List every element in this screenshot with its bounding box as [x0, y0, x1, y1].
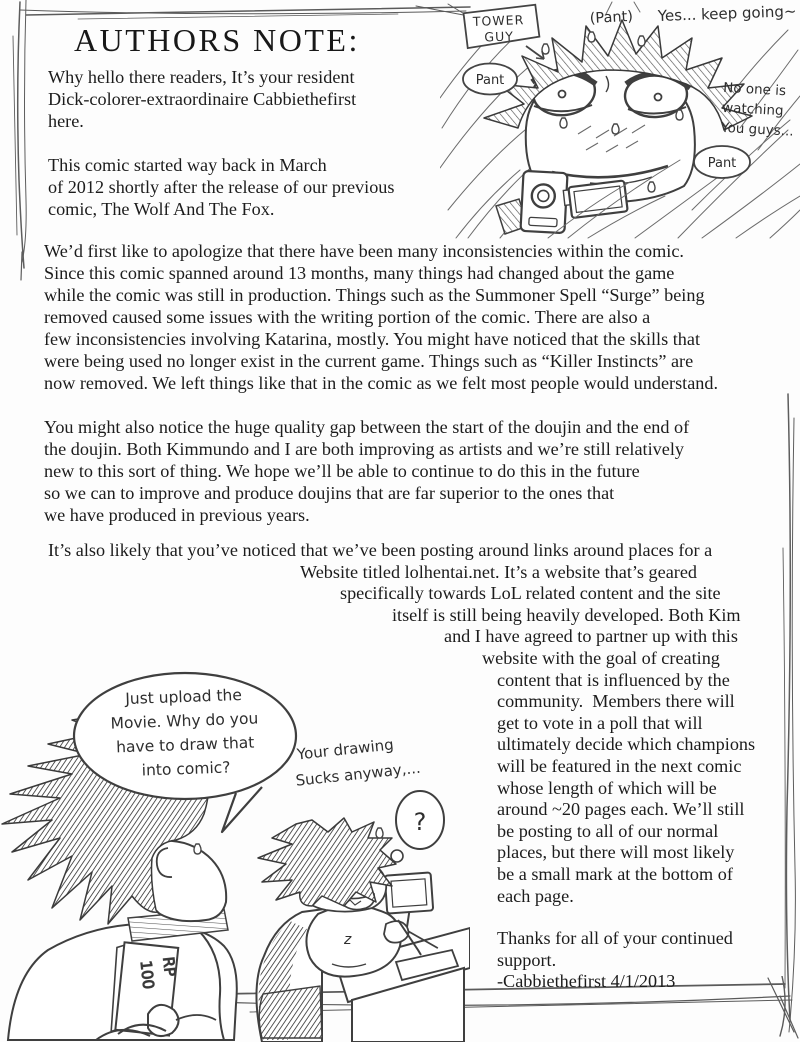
shorts [259, 986, 322, 1038]
artists-illustration [0, 662, 470, 1042]
text-line: Website titled lolhentai.net. It’s a website that’s geared [300, 561, 698, 582]
text-line: few inconsistencies involving Katarina, mostly. You might have noticed that the skills that [44, 329, 700, 349]
text-line: will be featured in the next comic [497, 755, 742, 776]
text-line: It’s also likely that you’ve noticed that we’ve been posting around links around places for a [48, 540, 713, 560]
drawing-sucks-caption [292, 733, 421, 790]
right-border-sketch [776, 388, 800, 1042]
text-line: the doujin. Both Kimmundo and I are both improving as artists and we’re still relatively [44, 439, 684, 459]
text-line: we have produced in previous years. [44, 505, 310, 525]
pant-caption-top: (Pant) [589, 8, 634, 27]
paragraph-1 [48, 66, 356, 132]
tower-guy-label-box [463, 5, 539, 49]
sleep-z: z [344, 932, 352, 948]
text-line: You might also notice the huge quality gap between the start of the doujin and the end of [44, 417, 690, 437]
text-line: around ~20 pages each. We’ll still [497, 799, 745, 820]
text-line: support. [497, 949, 557, 970]
svg-text:have to draw that: have to draw that [115, 733, 255, 757]
artist-big-head [150, 841, 226, 922]
paragraph-3 [44, 240, 718, 394]
svg-text:No one is: No one is [722, 79, 787, 100]
question-bubble-text: ? [413, 808, 427, 836]
text-line: Thanks for all of your continued [497, 928, 733, 948]
tower-guy-illustration [440, 0, 800, 240]
text-line: here. [48, 111, 84, 131]
pant-bubble-left-text: Pant [475, 73, 505, 88]
text-line: This comic started way back in March [48, 155, 327, 175]
text-line: We’d first like to apologize that there have been many inconsistencies within the comic. [44, 241, 684, 261]
paragraph-2 [48, 154, 394, 220]
tower-guy-label-line1: TOWER [472, 12, 525, 29]
text-line: get to vote in a poll that will [497, 712, 703, 733]
text-line: website with the goal of creating [482, 647, 720, 668]
svg-text:into comic?: into comic? [141, 758, 231, 780]
no-one-watching-caption [720, 80, 796, 140]
text-line: community. Members there will [497, 691, 735, 712]
text-line: whose length of which will be [497, 777, 717, 798]
text-line: new to this sort of thing. We hope we’ll be able to continue to do this in the future [44, 461, 640, 481]
pant-bubble-right-text: Pant [707, 156, 737, 171]
top-border-sketch [18, 2, 478, 24]
text-line: while the comic was still in production. Things such as the Summoner Spell “Surge” being [44, 285, 705, 305]
text-line: be posting to all of our normal [497, 820, 719, 841]
closing-block [497, 928, 733, 993]
card-label-100: 100 [136, 959, 158, 990]
left-border-sketch [4, 0, 30, 290]
text-line: itself is still being heavily developed. Both Kim [392, 604, 741, 625]
thumb [148, 1005, 179, 1036]
label-arrow [526, 46, 544, 59]
text-line: Dick-colorer-extraordinaire Cabbiethefirst [48, 89, 357, 109]
text-line: and I have agreed to partner up with this [444, 626, 738, 647]
text-line: each page. [497, 885, 574, 906]
text-line: places, but there will most likely [497, 842, 735, 863]
text-line: Why hello there readers, It’s your resident [48, 67, 355, 87]
text-line: now removed. We left things like that in the comic as we felt most people would understand. [44, 373, 719, 393]
text-line: content that is influenced by the [497, 669, 730, 690]
text-line: removed caused some issues with the writing portion of the comic. There are also a [44, 307, 651, 327]
text-line: be a small mark at the bottom of [497, 863, 733, 884]
paragraph-4 [44, 416, 689, 526]
text-line: comic, The Wolf And The Fox. [48, 199, 275, 219]
question-bubble-dot [391, 850, 403, 862]
svg-text:Sucks anyway,...: Sucks anyway,... [294, 758, 422, 790]
svg-text:Your drawing: Your drawing [295, 735, 395, 764]
camcorder-lens [531, 184, 555, 208]
text-line: so we can to improve and produce doujins that are far superior to the ones that [44, 483, 615, 503]
sleeve-arm [306, 905, 400, 977]
card-label-rp: RP [159, 955, 180, 978]
svg-text:You guys...: You guys... [720, 119, 795, 140]
text-line: specifically towards LoL related content and the site [340, 583, 721, 604]
svg-text:Movie. Why do you: Movie. Why do you [110, 709, 259, 733]
keep-going-caption: Yes... keep going~ [657, 2, 797, 25]
page-title: AUTHORS NOTE: [74, 22, 360, 58]
text-line: of 2012 shortly after the release of our previous [48, 177, 395, 197]
text-line: were being used no longer exist in the current game. Things such as “Killer Instincts” are [44, 351, 694, 371]
svg-text:Just upload the: Just upload the [124, 685, 243, 709]
author-signature: -Cabbiethefirst 4/1/2013 [497, 971, 676, 992]
tower-guy-label-line2: GUY [484, 28, 515, 45]
text-line: ultimately decide which champions [497, 734, 756, 755]
text-line: Since this comic spanned around 13 months, many things had changed about the game [44, 263, 675, 283]
svg-text:watching: watching [721, 99, 784, 120]
